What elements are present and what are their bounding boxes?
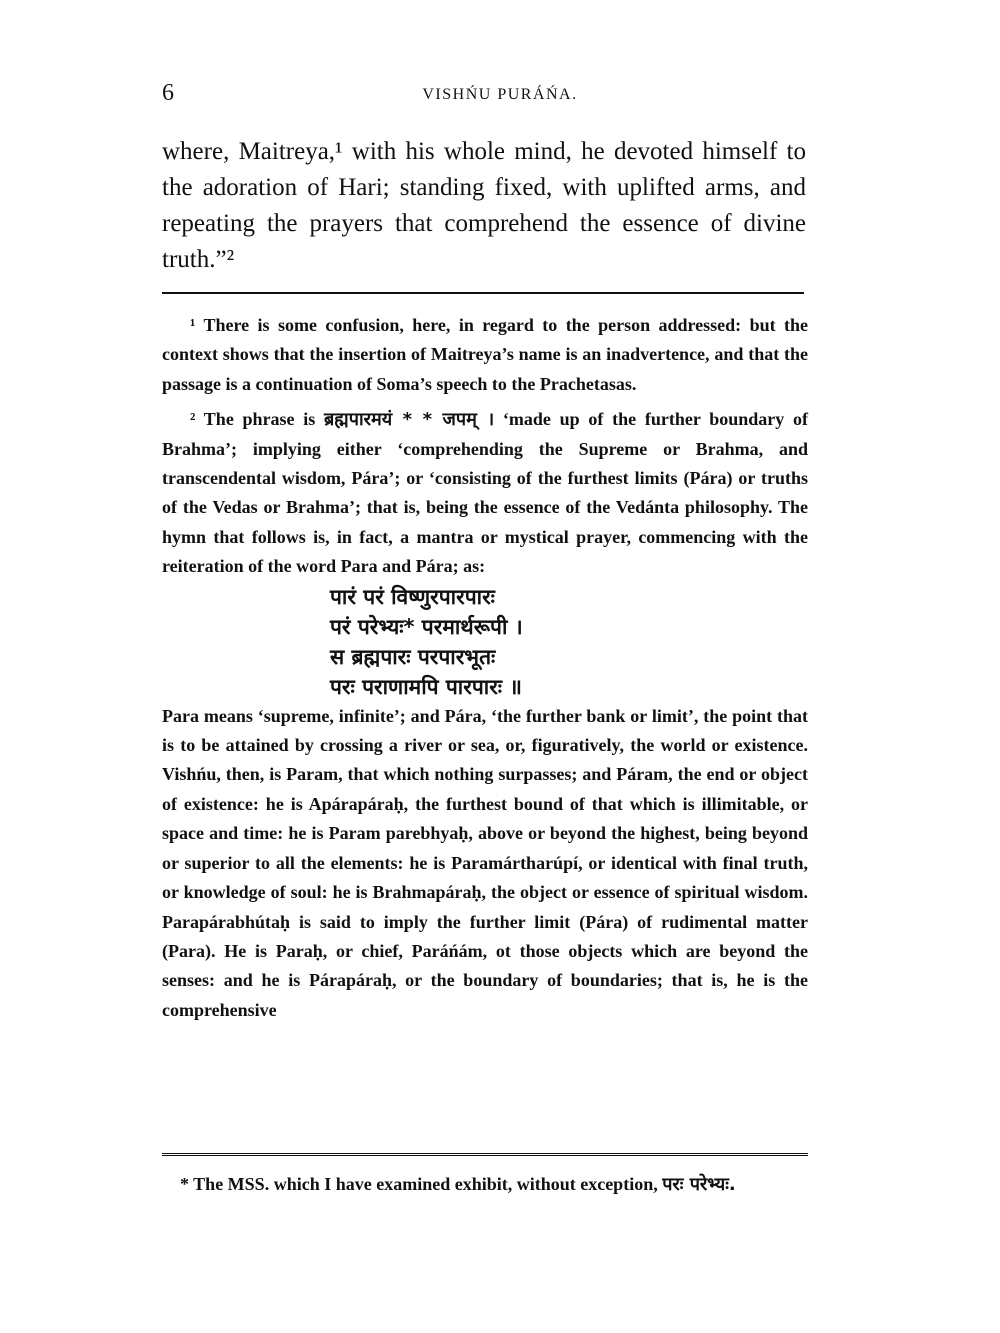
verse-line: पारं परं विष्णुरपारपारः <box>330 584 495 609</box>
verse-line: परः पराणामपि पारपारः ॥ <box>330 674 522 699</box>
footnote-2 <box>162 405 808 581</box>
footnote-1: ¹ There is some confusion, here, in regard to the person addressed: but the context shows that the insertion of Maitreya’s name is an inadvertence, and that the passage is a continuation of Soma’s speech to the Prachetasas. <box>162 315 808 394</box>
verse-line: स ब्रह्मपारः परपारभूतः <box>330 644 496 669</box>
sanskrit-verse <box>162 582 808 702</box>
bottom-note-sanskrit: परः परेभ्यः. <box>662 1174 736 1195</box>
footnote-rule <box>162 292 804 294</box>
main-paragraph: where, Maitreya,¹ with his whole mind, he devoted himself to the adoration of Hari; standing fixed, with uplifted arms, and repeating the prayers that comprehend the essence of divine truth.”² <box>162 138 806 273</box>
footnote-2-sanskrit: ब्रह्मपारमयं * * जपम् । <box>324 409 495 431</box>
bottom-note <box>162 1170 808 1199</box>
page-number: 6 <box>162 80 174 106</box>
bottom-note-text: * The MSS. which I have examined exhibit, without exception, <box>180 1174 658 1194</box>
verse-line: परं परेभ्यः* परमार्थरूपी । <box>330 614 523 639</box>
footnote-2-continuation: Para means ‘supreme, infinite’; and Pára, ‘the further bank or limit’, the point that is to be attained by crossing a river or sea, or, figuratively, the world or existence. Vishńu, then, is Param, that which nothing surpasses; and Páram, the end or object of existence: he is Apárapáraḥ, the furthest bound of that which is illimitable, or space and time: he is Param parebhyaḥ, above or beyond the highest, being beyond or superior to all the elements: he is Paramártharúpí, or identical with final truth, or knowledge of soul: he is Brahmapáraḥ, the object or essence of spiritual wisdom. Parapárabhútaḥ is said to imply the further limit (Pára) of rudimental matter (Para). He is Paraḥ, or chief, Paráńám, ot those objects which are beyond the senses: and he is Párapáraḥ, or the boundary of boundaries; that is, he is the comprehensive <box>162 705 808 1020</box>
bottom-note-rule <box>162 1153 808 1156</box>
footnotes <box>162 311 808 1025</box>
footnote-2-gloss: ‘made up of the further boundary of Brahma’; implying either ‘comprehending the Supreme or Brahma, and transcendental wisdom, Pára’; or ‘consisting of the furthest limits (Pára) or truths of the Vedas or Brahma’; that is, being the essence of the Vedánta philosophy. The hymn that follows is, in fact, a mantra or mystical prayer, commencing with the reiteration of the word Para and Pára; as: <box>162 409 808 577</box>
footnote-2-intro: ² The phrase is <box>190 409 316 430</box>
running-title: VISHŃU PURÁŃA. <box>422 86 578 103</box>
